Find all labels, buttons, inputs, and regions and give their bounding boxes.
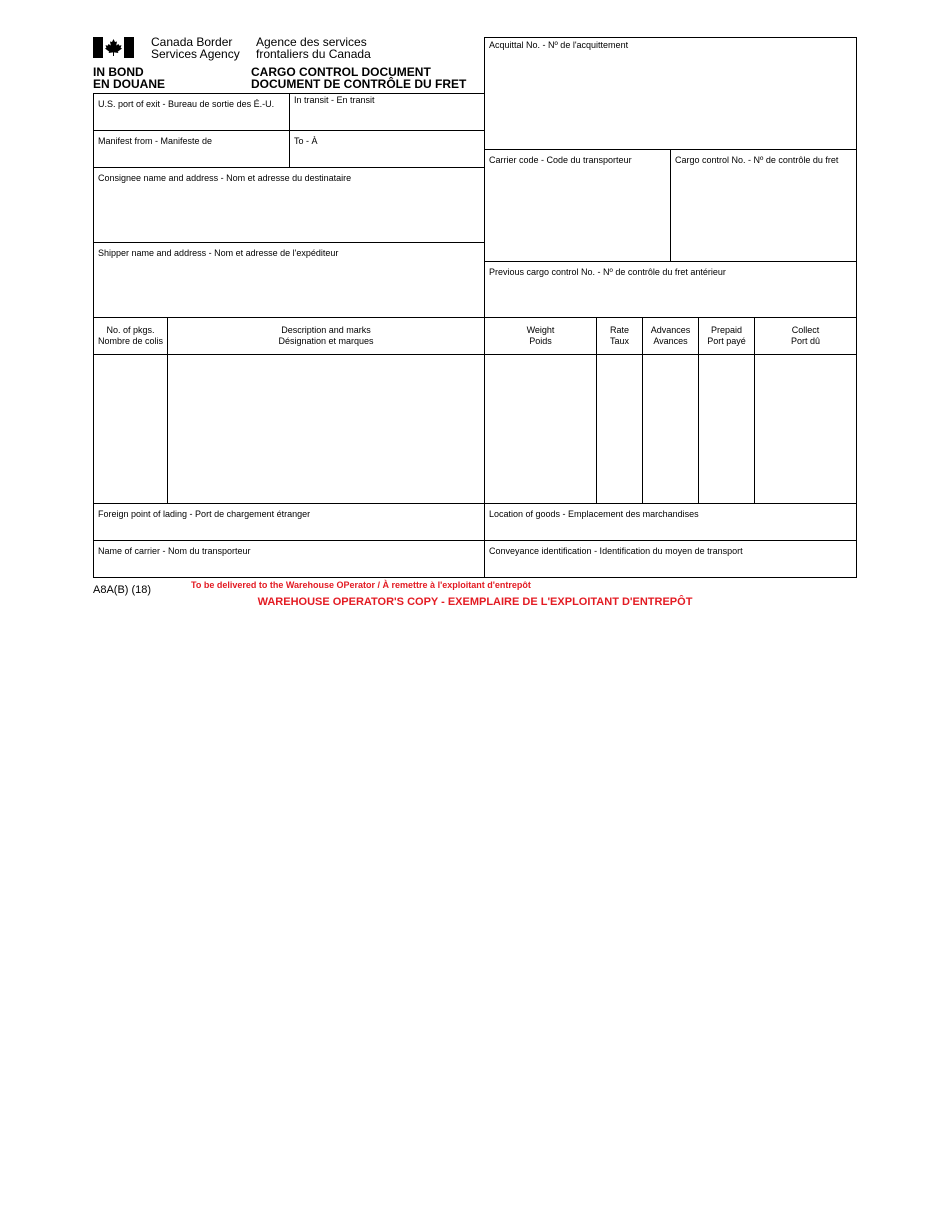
cell-rate[interactable] (596, 354, 643, 504)
cargo-control-no-label: Cargo control No. - Nº de contrôle du fret (675, 155, 839, 165)
col-collect-en: Collect (791, 325, 820, 335)
col-weight-fr: Poids (529, 336, 552, 346)
cell-prepaid[interactable] (698, 354, 755, 504)
acquittal-label: Acquittal No. - Nº de l'acquittement (489, 40, 629, 50)
to-label: To - À (294, 136, 318, 146)
col-header-rate (596, 317, 643, 355)
shipper-field[interactable] (93, 242, 485, 318)
agency-name-fr (256, 36, 371, 60)
manifest-from-field[interactable] (93, 130, 290, 168)
us-port-exit-label: U.S. port of exit - Bureau de sortie des É.-U. (98, 99, 275, 109)
us-port-exit-field[interactable] (93, 93, 290, 131)
copy-label: WAREHOUSE OPERATOR'S COPY - EXEMPLAIRE DE L'EXPLOITANT D'ENTREPÔT (257, 596, 693, 608)
consignee-label: Consignee name and address - Nom et adresse du destinataire (98, 173, 352, 183)
in-bond-label (93, 66, 165, 90)
name-carrier-field[interactable] (93, 540, 485, 578)
col-description-en: Description and marks (281, 325, 371, 335)
conveyance-field[interactable] (484, 540, 857, 578)
agency-name-fr-line2: frontaliers du Canada (256, 47, 371, 61)
foreign-point-label: Foreign point of lading - Port de chargement étranger (98, 509, 311, 519)
form-number: A8A(B) (18) (93, 584, 152, 596)
col-header-collect (754, 317, 857, 355)
location-goods-label: Location of goods - Emplacement des marchandises (489, 509, 699, 519)
col-prepaid-en: Prepaid (710, 325, 743, 335)
cell-advances[interactable] (642, 354, 699, 504)
carrier-code-field[interactable] (484, 149, 671, 262)
in-bond-fr: EN DOUANE (93, 77, 166, 91)
cell-description[interactable] (167, 354, 485, 504)
col-advances-fr: Avances (653, 336, 688, 346)
in-transit-field[interactable] (289, 93, 485, 131)
previous-cargo-field[interactable] (484, 261, 857, 318)
col-rate-en: Rate (609, 325, 629, 335)
col-prepaid-fr: Port payé (707, 336, 746, 346)
conveyance-label: Conveyance identification - Identification du moyen de transport (489, 546, 743, 556)
col-pkgs-fr: Nombre de colis (97, 336, 164, 346)
cargo-control-no-field[interactable] (670, 149, 857, 262)
carrier-code-label: Carrier code - Code du transporteur (489, 155, 632, 165)
col-header-pkgs (93, 317, 168, 355)
cell-weight[interactable] (484, 354, 597, 504)
shipper-label: Shipper name and address - Nom et adresse de l'expéditeur (98, 248, 339, 258)
foreign-point-field[interactable] (93, 503, 485, 541)
agency-name-en-line1: Canada Border (151, 35, 233, 49)
agency-name-fr-line1: Agence des services (256, 35, 367, 49)
in-bond-en: IN BOND (93, 65, 144, 79)
col-weight-en: Weight (526, 325, 555, 335)
in-transit-label: In transit - En transit (294, 95, 375, 105)
cell-collect[interactable] (754, 354, 857, 504)
col-header-advances (642, 317, 699, 355)
name-carrier-label: Name of carrier - Nom du transporteur (98, 546, 251, 556)
location-goods-field[interactable] (484, 503, 857, 541)
col-advances-en: Advances (650, 325, 691, 335)
col-description-fr: Désignation et marques (278, 336, 374, 346)
document-title-fr: DOCUMENT DE CONTRÔLE DU FRET (251, 77, 467, 91)
col-collect-fr: Port dû (790, 336, 821, 346)
cell-pkgs[interactable] (93, 354, 168, 504)
canada-flag-logo (93, 37, 134, 58)
manifest-from-label: Manifest from - Manifeste de (98, 136, 213, 146)
to-field[interactable] (289, 130, 485, 168)
document-title (251, 66, 466, 90)
agency-name-en (151, 36, 240, 60)
col-header-description (167, 317, 485, 355)
col-header-weight (484, 317, 597, 355)
col-pkgs-en: No. of pkgs. (106, 325, 155, 335)
col-header-prepaid (698, 317, 755, 355)
col-rate-fr: Taux (609, 336, 629, 346)
consignee-field[interactable] (93, 167, 485, 243)
acquittal-field[interactable] (484, 37, 857, 150)
goods-table (93, 317, 857, 504)
document-title-en: CARGO CONTROL DOCUMENT (251, 65, 431, 79)
agency-name-en-line2: Services Agency (151, 47, 240, 61)
delivery-note: To be delivered to the Warehouse OPerator / À remettre à l'exploitant d'entrepôt (191, 580, 531, 590)
previous-cargo-label: Previous cargo control No. - Nº de contrôle du fret antérieur (489, 267, 726, 277)
